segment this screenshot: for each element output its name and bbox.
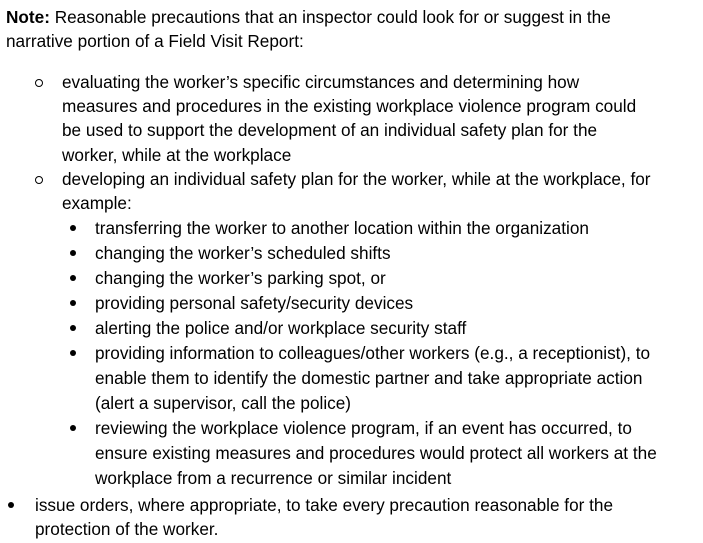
dot-bullet-icon (70, 425, 76, 431)
item-2-line-2: example: (62, 193, 132, 213)
item-2-line-1: developing an individual safety plan for the worker, while at the workplace, for (62, 169, 651, 189)
note-text-1: Reasonable precautions that an inspector could look for or suggest in the (49, 7, 611, 27)
subitem-7-line-3: workplace from a recurrence or similar incident (95, 468, 452, 488)
note-label: Note: (6, 7, 50, 27)
subitem-7-line-2: ensure existing measures and procedures would protect all workers at the (95, 443, 657, 463)
dot-bullet-icon (70, 325, 76, 331)
item-1-line-4: worker, while at the workplace (62, 145, 292, 165)
dot-bullet-icon (70, 300, 76, 306)
subitem-3-line-1: changing the worker’s parking spot, or (95, 268, 386, 288)
item-1-line-1: evaluating the worker’s specific circumstances and determining how (62, 72, 580, 92)
dot-bullet-icon (8, 502, 14, 508)
item-1-line-2: measures and procedures in the existing workplace violence program could (62, 96, 637, 116)
note-paragraph-line-2: narrative portion of a Field Visit Report: (6, 31, 304, 51)
subitem-5-line-1: alerting the police and/or workplace security staff (95, 318, 467, 338)
item-1-line-3: be used to support the development of an individual safety plan for the (62, 120, 598, 140)
subitem-6-line-1: providing information to colleagues/other workers (e.g., a receptionist), to (95, 343, 651, 363)
subitem-6-line-2: enable them to identify the domestic partner and take appropriate action (95, 368, 643, 388)
subitem-7-line-1: reviewing the workplace violence program, if an event has occurred, to (95, 418, 632, 438)
final-item-line-2: protection of the worker. (35, 519, 219, 539)
dot-bullet-icon (70, 225, 76, 231)
circle-bullet-icon (35, 79, 43, 87)
circle-bullet-icon (35, 176, 43, 184)
dot-bullet-icon (70, 250, 76, 256)
final-item-line-1: issue orders, where appropriate, to take every precaution reasonable for the (35, 495, 614, 515)
note-paragraph-line-1 (6, 5, 611, 29)
subitem-6-line-3: (alert a supervisor, call the police) (95, 393, 352, 413)
subitem-1-line-1: transferring the worker to another location within the organization (95, 218, 589, 238)
subitem-4-line-1: providing personal safety/security devices (95, 293, 414, 313)
subitem-2-line-1: changing the worker’s scheduled shifts (95, 243, 391, 263)
dot-bullet-icon (70, 275, 76, 281)
dot-bullet-icon (70, 350, 76, 356)
